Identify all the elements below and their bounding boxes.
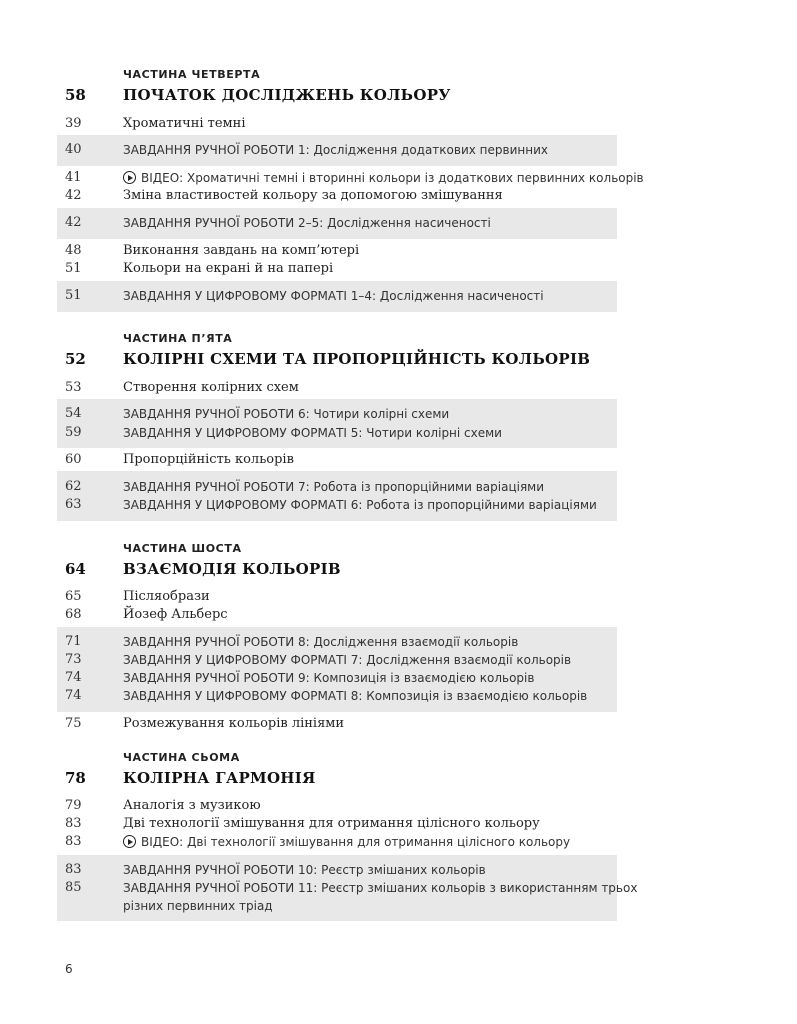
entry-title: Йозеф Альберс — [123, 607, 228, 622]
toc-entry[interactable] — [57, 688, 617, 706]
toc-entry[interactable] — [57, 589, 617, 607]
toc-entry[interactable] — [57, 243, 617, 261]
entry-page-number: 83 — [65, 816, 82, 831]
entry-page-number: 83 — [65, 862, 82, 877]
entry-page-number: 73 — [65, 652, 82, 667]
part-page-number: 52 — [65, 350, 86, 368]
toc-entry[interactable] — [57, 607, 617, 625]
entry-title: різних первинних тріад — [123, 899, 273, 913]
entry-title: Аналогія з музикою — [123, 798, 261, 813]
entry-title: ЗАВДАННЯ РУЧНОЇ РОБОТИ 7: Робота із пропорційними варіаціями — [123, 480, 545, 494]
entry-title: ЗАВДАННЯ У ЦИФРОВОМУ ФОРМАТІ 6: Робота із пропорційними варіаціями — [123, 498, 597, 512]
entry-page-number: 60 — [65, 452, 82, 467]
entry-title: Післяобрази — [123, 589, 210, 604]
entry-page-number: 48 — [65, 243, 82, 258]
entry-page-number: 63 — [65, 497, 82, 512]
entry-title: ЗАВДАННЯ РУЧНОЇ РОБОТИ 11: Реєстр змішаних кольорів з використанням трьох — [123, 881, 638, 895]
entry-page-number: 83 — [65, 834, 82, 849]
entry-page-number: 59 — [65, 425, 82, 440]
entry-title: ЗАВДАННЯ РУЧНОЇ РОБОТИ 6: Чотири колірні схеми — [123, 407, 450, 421]
toc-entry[interactable] — [57, 116, 617, 134]
assignment-band — [57, 855, 638, 921]
entry-page-number: 75 — [65, 716, 82, 731]
assignment-band — [57, 399, 617, 448]
entry-page-number: 51 — [65, 261, 82, 276]
part-title: КОЛІРНІ СХЕМИ ТА ПРОПОРЦІЙНІСТЬ КОЛЬОРІВ — [123, 350, 591, 368]
assignment-band — [57, 471, 617, 521]
assignment-band — [57, 208, 617, 239]
assignment-band — [57, 135, 617, 166]
entry-page-number: 62 — [65, 479, 82, 494]
part-title: ВЗАЄМОДІЯ КОЛЬОРІВ — [123, 560, 341, 578]
entry-page-number: 68 — [65, 607, 82, 622]
toc-entry[interactable] — [57, 425, 617, 443]
toc-entry[interactable] — [57, 816, 617, 834]
toc-entry[interactable] — [57, 880, 638, 898]
entry-page-number: 79 — [65, 798, 82, 813]
toc-entry[interactable] — [57, 798, 617, 816]
part-label: ЧАСТИНА ЧЕТВЕРТА — [123, 68, 261, 81]
toc-entry[interactable] — [57, 670, 617, 688]
entry-page-number: 54 — [65, 406, 82, 421]
toc-entry-continuation — [57, 898, 617, 916]
entry-title: ЗАВДАННЯ У ЦИФРОВОМУ ФОРМАТІ 1–4: Дослідження насиченості — [123, 289, 544, 303]
entry-title: ЗАВДАННЯ РУЧНОЇ РОБОТИ 2–5: Дослідження насиченості — [123, 216, 491, 230]
toc-entry[interactable] — [57, 479, 617, 497]
entry-title: ЗАВДАННЯ РУЧНОЇ РОБОТИ 9: Композиція із взаємодією кольорів — [123, 671, 535, 685]
toc-entry[interactable] — [57, 862, 617, 880]
part-label: ЧАСТИНА П’ЯТА — [123, 332, 233, 345]
toc-entry[interactable] — [57, 215, 617, 233]
play-icon — [123, 835, 136, 848]
part-label: ЧАСТИНА ШОСТА — [123, 542, 242, 555]
entry-page-number: 85 — [65, 880, 82, 895]
toc-entry[interactable] — [57, 406, 617, 424]
entry-title: ЗАВДАННЯ РУЧНОЇ РОБОТИ 1: Дослідження додаткових первинних — [123, 143, 548, 157]
assignment-band — [57, 627, 617, 712]
part-page-number: 64 — [65, 560, 86, 578]
entry-title: ВІДЕО: Хроматичні темні і вторинні кольори із додаткових первинних кольорів — [141, 171, 644, 185]
entry-page-number: 40 — [65, 142, 82, 157]
entry-page-number: 42 — [65, 188, 82, 203]
entry-title: Створення колірних схем — [123, 380, 299, 395]
entry-page-number: 74 — [65, 688, 82, 703]
toc-entry[interactable] — [57, 188, 617, 206]
part-page-number: 78 — [65, 769, 86, 787]
toc-entry[interactable] — [57, 652, 617, 670]
entry-title: Розмежування кольорів лініями — [123, 716, 345, 731]
entry-page-number: 53 — [65, 380, 82, 395]
toc-entry[interactable] — [57, 452, 617, 470]
toc-entry[interactable] — [57, 170, 644, 188]
entry-title: ВІДЕО: Дві технології змішування для отримання цілісного кольору — [141, 835, 571, 849]
toc-entry[interactable] — [57, 716, 617, 734]
entry-title: Дві технології змішування для отримання цілісного кольору — [123, 816, 540, 831]
entry-title: Хроматичні темні — [123, 116, 246, 131]
entry-page-number: 51 — [65, 288, 82, 303]
entry-title: ЗАВДАННЯ У ЦИФРОВОМУ ФОРМАТІ 7: Дослідження взаємодії кольорів — [123, 653, 572, 667]
entry-page-number: 42 — [65, 215, 82, 230]
part-page-number: 58 — [65, 86, 86, 104]
entry-title: Кольори на екрані й на папері — [123, 261, 334, 276]
entry-page-number: 39 — [65, 116, 82, 131]
page-number: 6 — [65, 962, 73, 976]
entry-page-number: 74 — [65, 670, 82, 685]
toc-entry[interactable] — [57, 261, 617, 279]
entry-title: ЗАВДАННЯ РУЧНОЇ РОБОТИ 10: Реєстр змішаних кольорів — [123, 863, 486, 877]
toc-entry[interactable] — [57, 288, 617, 306]
entry-title-wrap — [123, 171, 644, 185]
part-title: КОЛІРНА ГАРМОНІЯ — [123, 769, 316, 787]
toc-entry[interactable] — [57, 834, 617, 852]
entry-page-number: 41 — [65, 170, 82, 185]
entry-title: ЗАВДАННЯ У ЦИФРОВОМУ ФОРМАТІ 8: Композиція із взаємодією кольорів — [123, 689, 588, 703]
entry-title: ЗАВДАННЯ У ЦИФРОВОМУ ФОРМАТІ 5: Чотири колірні схеми — [123, 426, 502, 440]
entry-title-wrap — [123, 835, 570, 849]
toc-entry[interactable] — [57, 380, 617, 398]
entry-title: Виконання завдань на комп’ютері — [123, 243, 360, 258]
entry-page-number: 65 — [65, 589, 82, 604]
part-title: ПОЧАТОК ДОСЛІДЖЕНЬ КОЛЬОРУ — [123, 86, 451, 104]
entry-title: ЗАВДАННЯ РУЧНОЇ РОБОТИ 8: Дослідження взаємодії кольорів — [123, 635, 519, 649]
toc-entry[interactable] — [57, 497, 617, 515]
toc-entry[interactable] — [57, 142, 617, 160]
entry-title: Зміна властивостей кольору за допомогою змішування — [123, 188, 503, 203]
assignment-band — [57, 281, 617, 312]
toc-entry[interactable] — [57, 634, 617, 652]
play-icon — [123, 171, 136, 184]
part-label: ЧАСТИНА СЬОМА — [123, 751, 240, 764]
entry-page-number: 71 — [65, 634, 82, 649]
entry-title: Пропорційність кольорів — [123, 452, 294, 467]
